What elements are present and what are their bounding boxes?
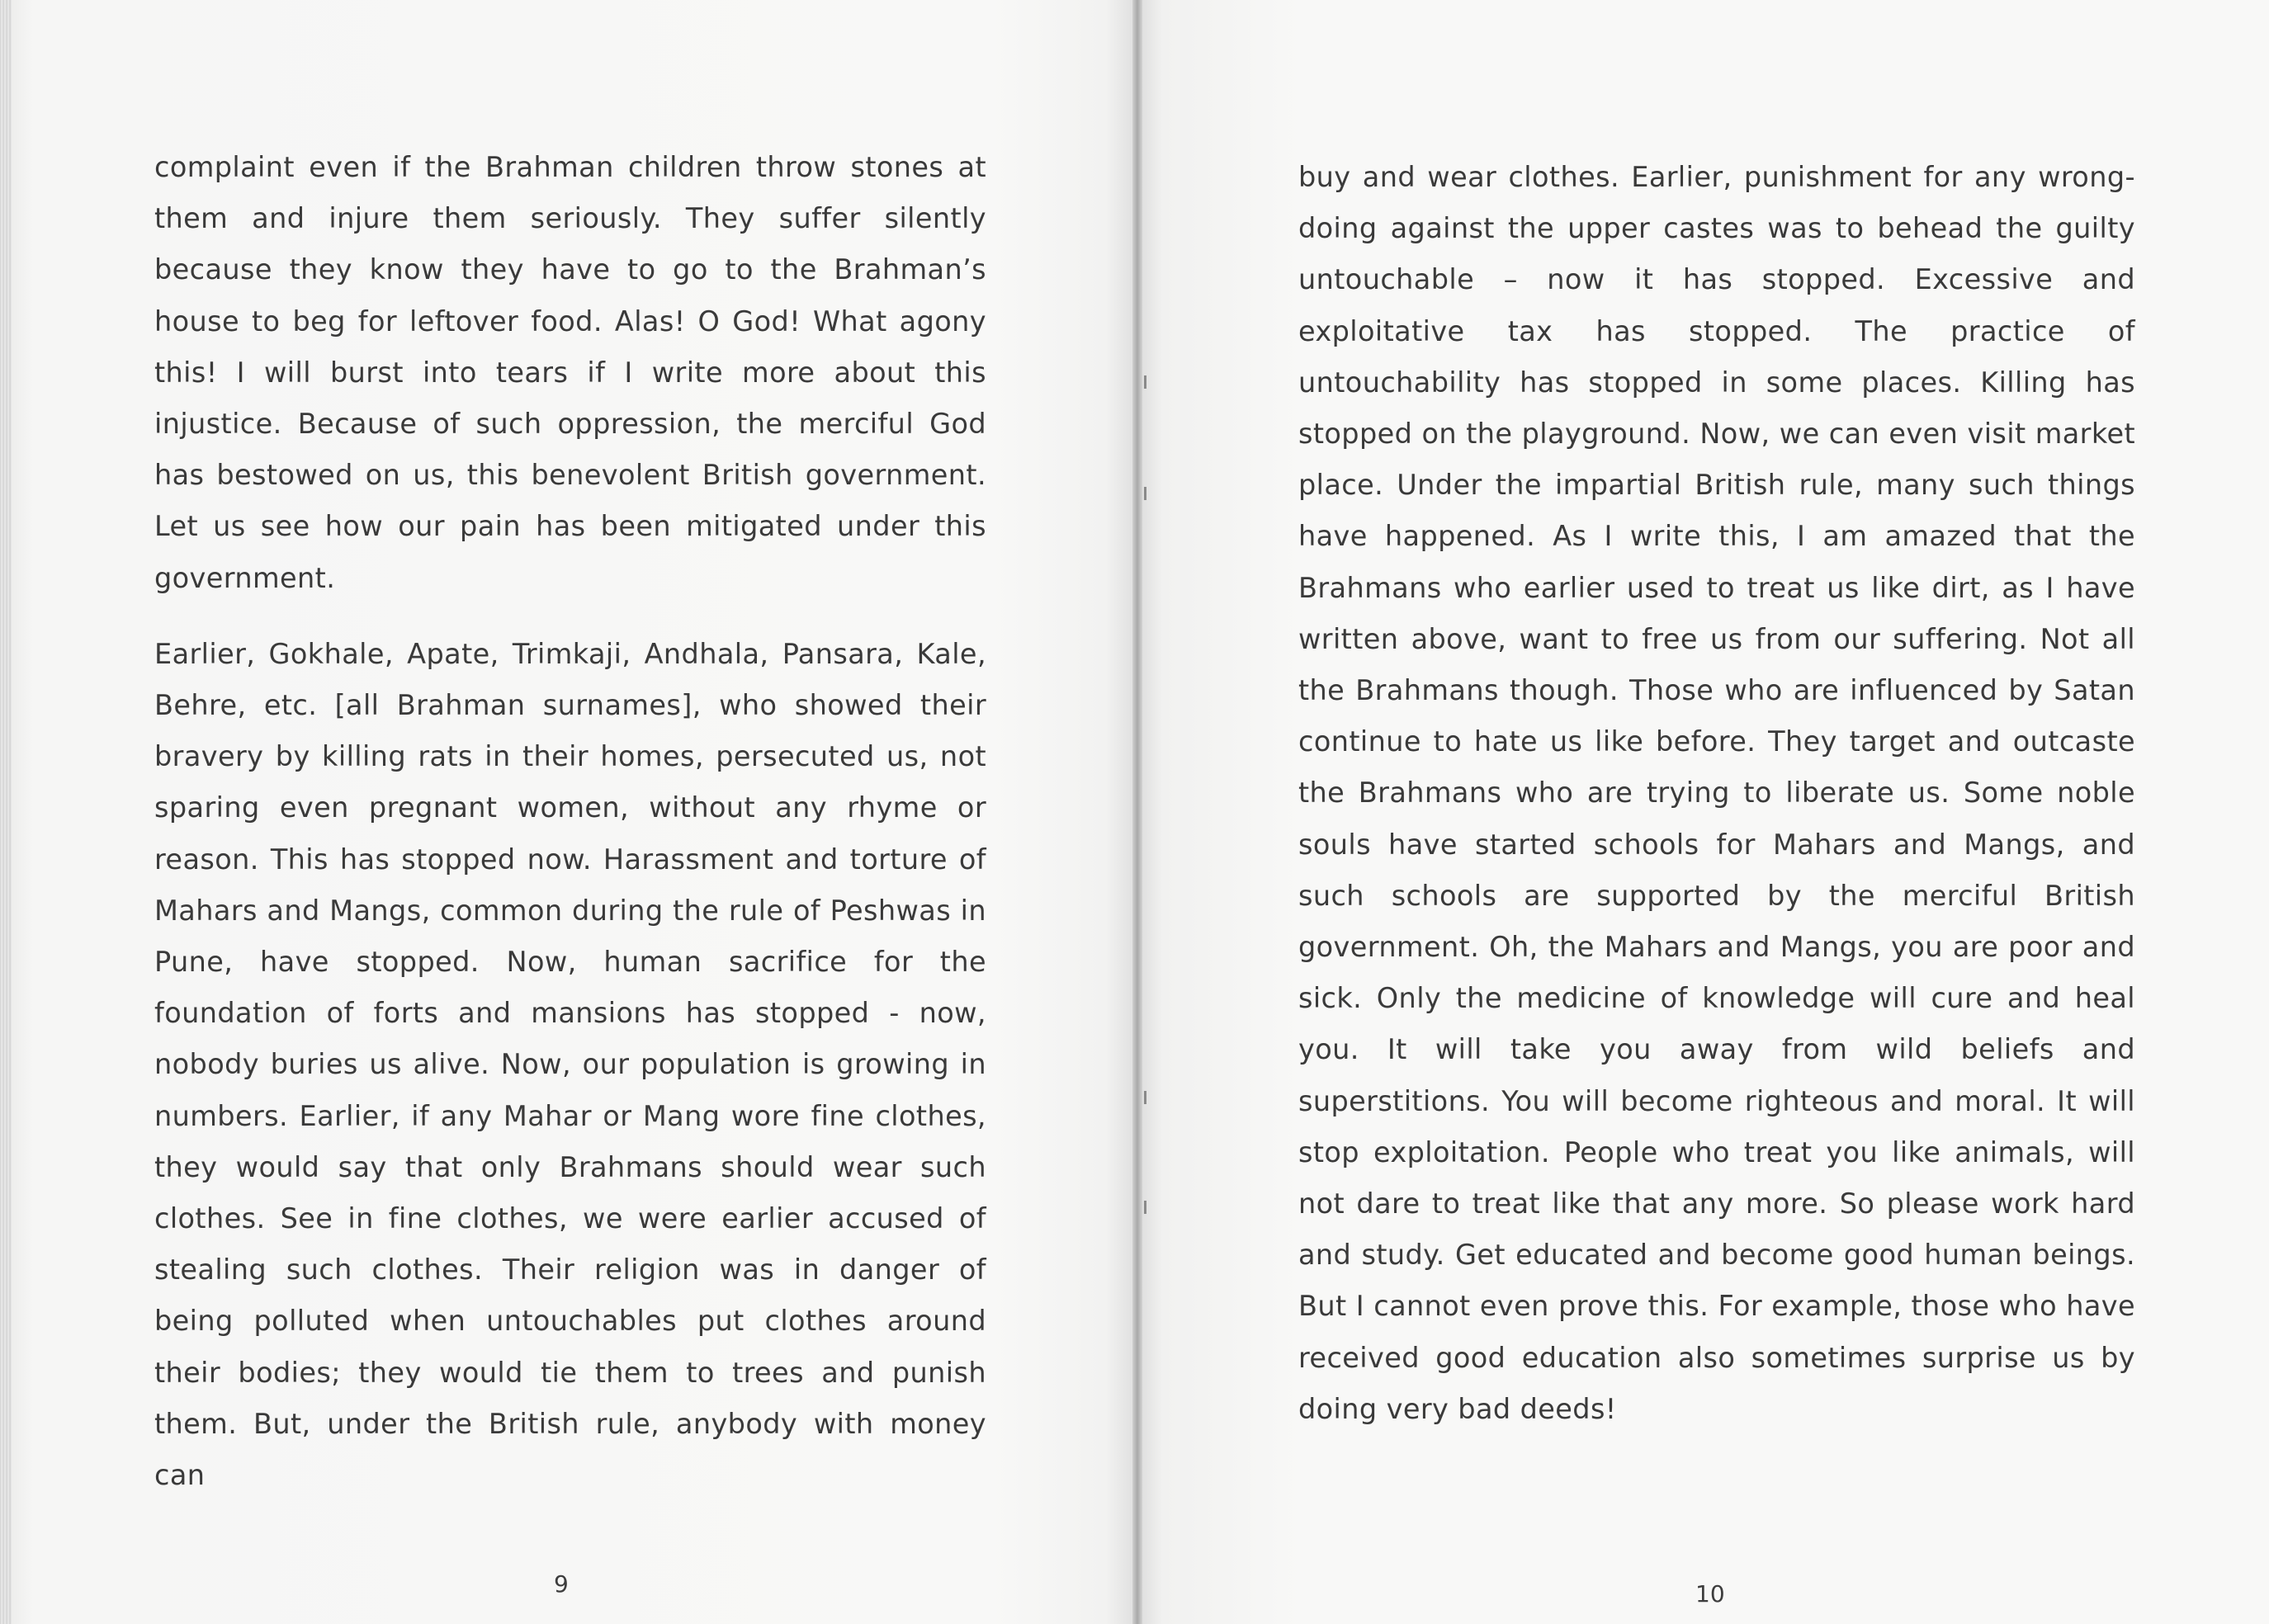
page-stack-edge (0, 0, 12, 1624)
left-page-number: 9 (554, 1570, 569, 1598)
book-gutter (1132, 0, 1142, 1624)
left-page-body (154, 142, 986, 1501)
left-paragraph-2: Earlier, Gokhale, Apate, Trimkaji, Andhala, Pansara, Kale, Behre, etc. [all Brahman surnames], who showed their bravery by killing rats in their homes, persecuted us, not sparing even pregnant women, without any rhyme or reason. This has stopped now. Harassment and torture of Mahars and Mangs, common during the rule of Peshwas in Pune, have stopped. Now, human sacrifice for the foundation of forts and mansions has stopped - now, nobody buries us alive. Now, our population is growing in numbers. Earlier, if any Mahar or Mang wore fine clothes, they would say that only Brahmans should wear such clothes. See in fine clothes, we were earlier accused of stealing such clothes. Their religion was in danger of being polluted when untouchables put clothes around their bodies; they would tie them to trees and punish them. But, under the British rule, anybody with money can (154, 637, 986, 1492)
right-page-body (1298, 152, 2135, 1435)
right-page-number: 10 (1695, 1580, 1725, 1607)
binding-stitch (1144, 487, 1146, 500)
binding-stitch (1144, 375, 1146, 389)
binding-stitch (1144, 1201, 1146, 1214)
left-paragraph-1: complaint even if the Brahman children throw stones at them and injure them seriously. They suffer silently because they know they have to go to the Brahman’s house to beg for leftover food. Alas! O God! What agony this! I will burst into tears if I write more about this injustice. Because of such oppression, the merciful God has bestowed on us, this benevolent British government. Let us see how our pain has been mitigated under this government. (154, 151, 986, 594)
binding-stitch (1144, 1091, 1146, 1104)
right-page (1137, 0, 2269, 1624)
right-paragraph-1: buy and wear clothes. Earlier, punishment for any wrong-doing against the upper castes was to behead the guilty untouchable – now it has stopped. Excessive and exploitative tax has stopped. The practice of untouchability has stopped in some places. Killing has stopped on the playground. Now, we can even visit market place. Under the impartial British rule, many such things have happened. As I write this, I am amazed that the Brahmans who earlier used to treat us like dirt, as I have written above, want to free us from our suffering. Not all the Brahmans though. Those who are influenced by Satan continue to hate us like before. They target and outcaste the Brahmans who are trying to liberate us. Some noble souls have started schools for Mahars and Mangs, and such schools are supported by the merciful British government. Oh, the Mahars and Mangs, you are poor and sick. Only the medicine of knowledge will cure and heal you. It will take you away from wild beliefs and superstitions. You will become righteous and moral. It will stop exploitation. People who treat you like animals, will not dare to treat like that any more. So please work hard and study. Get educated and become good human beings. But I cannot even prove this. For example, those who have received good education also sometimes surprise us by doing very bad deeds! (1298, 161, 2135, 1425)
